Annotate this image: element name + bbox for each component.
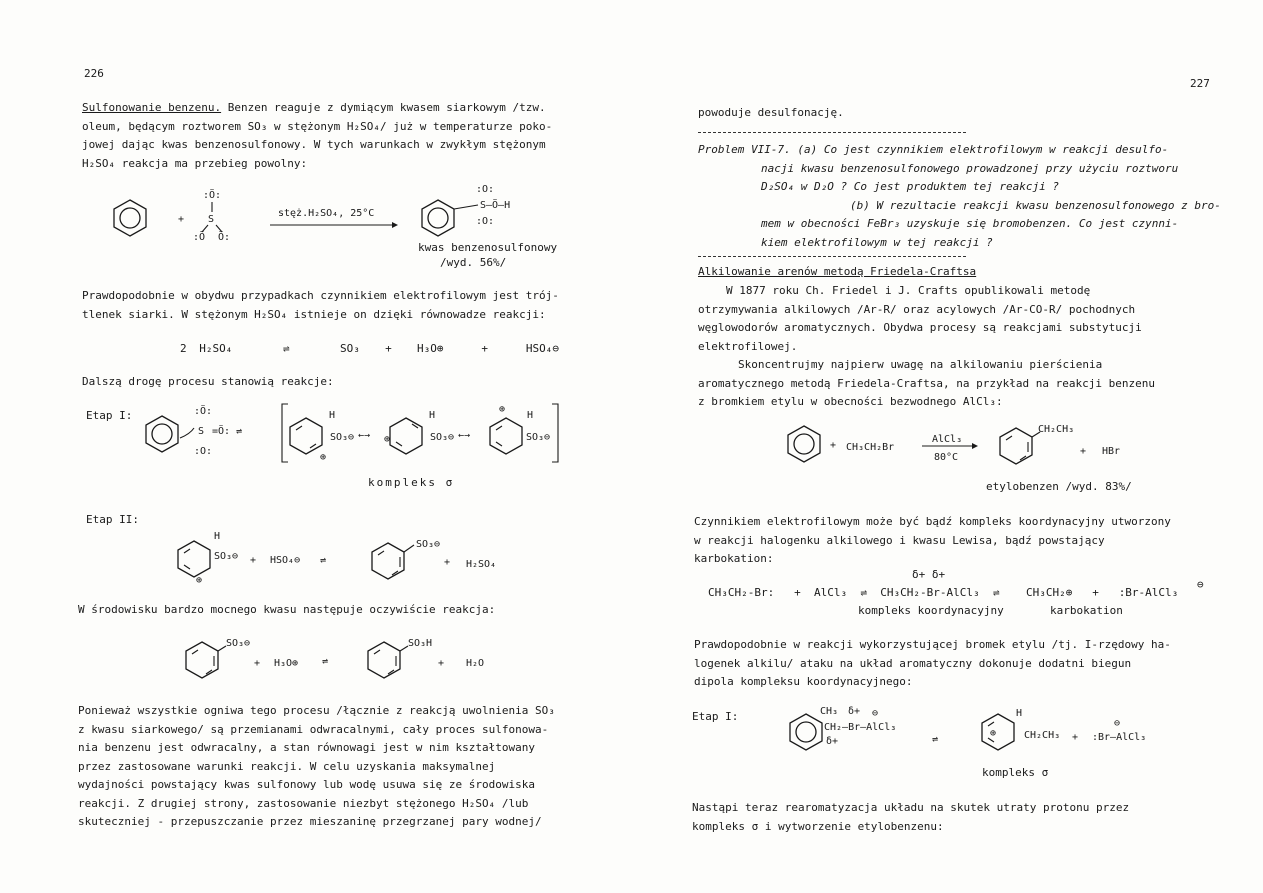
svg-text:+: + xyxy=(1080,446,1087,457)
product-ethylbenzene: etylobenzen /wyd. 83%/ xyxy=(986,480,1132,493)
sigma-complex-resonance-2 xyxy=(384,410,454,454)
svg-text:δ+: δ+ xyxy=(848,706,861,717)
svg-text:H: H xyxy=(527,410,534,421)
svg-text:SO₃H: SO₃H xyxy=(408,638,433,649)
page-number-right: 227 xyxy=(1190,77,1210,90)
paragraph-reversibility: Ponieważ wszystkie ogniwa tego procesu /łącznie z reakcją uwolnienia SO₃ z kwasu siarkowego/ są przemianami odwracalnymi, cały proces sulfonowa- nia benzenu jest odwracalny, a stan równowagi jest w nim kształtowany przez zastosowane warunki reakcji. W celu uzyskania maksymalnej wydajności powstający kwas sulfonowy lub wodę usuwa się ze środowiska reakcji. Z drugiej strony, zastosowanie niezbyt stężonego H₂SO₄ /lub skuteczniej - przepuszczanie przez mieszaninę przegrzanej pary wodnej/ xyxy=(78,704,555,828)
svg-text:=Ö:: =Ö: xyxy=(212,426,231,437)
sigma-complex xyxy=(178,531,238,586)
svg-text:⊕: ⊕ xyxy=(499,404,506,415)
right-page xyxy=(632,0,1263,893)
paragraph-electrophile: Prawdopodobnie w obydwu przypadkach czynnikiem elektrofilowym jest trój- tlenek siarki. W stężonym H₂SO₄ istnieje on dzięki równowadze reakcji: xyxy=(82,289,559,321)
svg-text:Ö:: Ö: xyxy=(218,232,231,243)
svg-text:H: H xyxy=(214,531,221,542)
svg-text:+: + xyxy=(1072,732,1079,743)
paragraph-rearomatization: Nastąpi teraz rearomatyzacja układu na skutek utraty protonu przez kompleks σ i wytworzenie etylobenzenu: xyxy=(692,801,1130,833)
step1-fc-label: Etap I: xyxy=(692,710,739,723)
product-yield: /wyd. 56%/ xyxy=(440,256,507,269)
svg-text::O:: :O: xyxy=(476,184,495,195)
svg-text:⊖: ⊖ xyxy=(872,708,879,719)
benzenesulfonate-ring xyxy=(186,638,250,678)
svg-text::O:: :O: xyxy=(476,216,495,227)
svg-text:SO₃⊖: SO₃⊖ xyxy=(526,432,551,443)
svg-text:SO₃⊖: SO₃⊖ xyxy=(214,551,239,562)
svg-text:S: S xyxy=(198,426,205,437)
dashed-rule-top xyxy=(698,132,966,133)
step1-label: Etap I: xyxy=(86,409,133,422)
water: H₂O xyxy=(466,658,485,669)
product-name: kwas benzenosulfonowy xyxy=(418,241,558,254)
carbocation-label: karbokation xyxy=(1050,604,1123,617)
benzene-ring xyxy=(146,416,178,452)
equation-complex-carbocation: CH₃CH₂-Br: + AlCl₃ ⇌ CH₃CH₂-Br-AlCl₃ ⇌ CH₃CH₂⊕ + :Br-AlCl₃ xyxy=(708,586,1179,599)
svg-text:δ+: δ+ xyxy=(826,736,839,747)
svg-text:S–Ö–H: S–Ö–H xyxy=(480,200,511,211)
temperature: 80°C xyxy=(934,452,959,463)
svg-text:+: + xyxy=(438,658,445,669)
svg-text:CH₂CH₃: CH₂CH₃ xyxy=(1024,730,1061,741)
step2-label: Etap II: xyxy=(86,513,139,526)
page-number-left: 226 xyxy=(84,67,104,80)
partial-charges: δ+ δ+ xyxy=(912,568,946,581)
svg-text:⊖: ⊖ xyxy=(1114,718,1121,729)
hydrogen-bromide: HBr xyxy=(1102,446,1121,457)
paragraph-strong-acid: W środowisku bardzo mocnego kwasu następuje oczywiście reakcja: xyxy=(78,603,496,616)
svg-text:SO₃⊖: SO₃⊖ xyxy=(430,432,455,443)
reaction-protonation-scheme xyxy=(0,632,632,682)
sigma-complex-label: kompleks σ xyxy=(368,476,455,489)
paragraph-electrophile-fc: Czynnikiem elektrofilowym może być bądź kompleks koordynacyjny utworzony w reakcji halogenku alkilowego i kwasu Lewisa, bądź powstający karbokation: xyxy=(694,515,1171,565)
hydronium: H₃O⊕ xyxy=(274,658,299,669)
svg-text:H: H xyxy=(1016,708,1023,719)
plus-sign: + xyxy=(178,214,185,225)
svg-text::Br–AlCl₃: :Br–AlCl₃ xyxy=(1092,732,1147,743)
svg-text:CH₂–Br–AlCl₃: CH₂–Br–AlCl₃ xyxy=(824,722,897,733)
svg-text:H: H xyxy=(329,410,336,421)
svg-text::Ö:: :Ö: xyxy=(194,406,213,417)
coordination-complex-label: kompleks koordynacyjny xyxy=(858,604,1004,617)
anion-charge: ⊖ xyxy=(1197,578,1204,591)
svg-text:⊕: ⊕ xyxy=(384,434,391,445)
sigma-complex-fc-label: kompleks σ xyxy=(982,766,1049,779)
svg-text:⊕: ⊕ xyxy=(196,575,203,586)
svg-text:⇌: ⇌ xyxy=(932,734,939,745)
benzene-ring-reactant xyxy=(114,200,146,236)
ethylbenzene-structure xyxy=(1000,424,1074,464)
equation-acid-equilibrium: 2 H₂SO₄ ⇌ SO₃ + H₃O⊕ + HSO₄⊖ xyxy=(180,342,559,355)
catalyst: AlCl₃ xyxy=(932,434,963,445)
svg-text:SO₃⊖: SO₃⊖ xyxy=(226,638,251,649)
sigma-complex-fc xyxy=(982,708,1060,750)
svg-text::Ö: :Ö xyxy=(193,232,206,243)
benzene-ring-complex xyxy=(790,714,822,750)
paragraph-sulfonation: Sulfonowanie benzenu. Benzen reaguje z dymiącym kwasem siarkowym /tzw. oleum, będącym roztworem SO₃ w stężonym H₂SO₄/ już w temperaturze poko- jowej dając kwas benzenosulfonowy. W tych warunkach w zwykłym stężonym H₂SO₄ reakcja ma przebieg powolny: xyxy=(82,101,553,170)
svg-text:←→: ←→ xyxy=(458,430,471,441)
svg-text:SO₃⊖: SO₃⊖ xyxy=(330,432,355,443)
benzenesulfonate xyxy=(372,539,440,579)
svg-text:+: + xyxy=(830,440,837,451)
sigma-complex-resonance-3 xyxy=(490,404,550,454)
continuation-line: powoduje desulfonację. xyxy=(698,106,844,119)
paragraph-dipole: Prawdopodobnie w reakcji wykorzystującej bromek etylu /tj. I-rzędowy ha- logenek alkilu/ ataku na układ aromatyczny dokonuje dodatni biegun dipola kompleksu koordynacyjnego: xyxy=(694,638,1171,688)
reaction-alkylation-scheme xyxy=(632,418,1263,478)
svg-text:⇌: ⇌ xyxy=(320,555,327,566)
svg-text:+: + xyxy=(444,557,451,568)
ethyl-bromide: CH₃CH₂Br xyxy=(846,442,895,453)
svg-text:+: + xyxy=(250,555,257,566)
step2-scheme xyxy=(0,525,632,585)
step1-fc-scheme xyxy=(632,702,1263,762)
paragraph-friedel-crafts: W 1877 roku Ch. Friedel i J. Crafts opublikowali metodę otrzymywania alkilowych /Ar-R/ oraz acylowych /Ar-CO-R/ pochodnych węglowodorów aromatycznych. Obydwa procesy są reakcjami substytucji elektrofilowej. Skoncentrujmy najpierw uwagę na alkilowaniu pierścienia aromatycznego metodą Friedela-Craftsa, na przykład na reakcji benzenu z bromkiem etylu w obecności bezwodnego AlCl₃: xyxy=(698,284,1155,408)
reaction-condition: stęż.H₂SO₄, 25°C xyxy=(278,208,375,219)
svg-text:⇌: ⇌ xyxy=(322,656,329,667)
svg-text::Ö:: :Ö: xyxy=(203,190,222,201)
svg-text:SO₃⊖: SO₃⊖ xyxy=(416,539,441,550)
hso4-anion: HSO₄⊖ xyxy=(270,555,301,566)
svg-text:+: + xyxy=(254,658,261,669)
reaction-sulfonation-scheme xyxy=(0,180,632,280)
step1-scheme xyxy=(0,398,632,468)
svg-text:CH₂CH₃: CH₂CH₃ xyxy=(1038,424,1075,435)
benzenesulfonic-acid-structure xyxy=(422,184,510,236)
svg-text:CH₃: CH₃ xyxy=(820,706,839,717)
svg-text:H: H xyxy=(429,410,436,421)
equilibrium-arrow: ⇌ xyxy=(236,426,243,437)
problem-vii-7: Problem VII-7. (a) Co jest czynnikiem elektrofilowym w reakcji desulfo- nacji kwasu benzenosulfonowego prowadzonej przy użyciu roztworu D₂SO₄ w D₂O ? Co jest produktem tej reakcji ? (b) W rezultacie reakcji kwasu benzenosulfonowego z bro- mem w obecności FeBr₃ uzyskuje się bromobenzen. Co jest czynni- kiem elektrofilowym w tej reakcji ? xyxy=(698,143,1221,249)
dashed-rule-bottom xyxy=(698,256,966,257)
svg-text:←→: ←→ xyxy=(358,430,371,441)
sulfuric-acid: H₂SO₄ xyxy=(466,559,497,570)
benzene-ring xyxy=(788,426,820,462)
benzenesulfonic-acid-ring xyxy=(368,638,432,678)
sigma-complex-resonance-1 xyxy=(290,410,354,463)
section-heading-sulfonation: Sulfonowanie benzenu. xyxy=(82,101,222,114)
svg-text::O:: :O: xyxy=(194,446,213,457)
paragraph-steps-intro: Dalszą drogę procesu stanowią reakcje: xyxy=(82,375,334,388)
svg-text:⊕: ⊕ xyxy=(320,452,327,463)
svg-text:S: S xyxy=(208,214,215,225)
so3-structure xyxy=(193,188,230,243)
svg-text:⊕: ⊕ xyxy=(990,728,997,739)
section-heading-friedel-crafts: Alkilowanie arenów metodą Friedela-Craftsa xyxy=(698,265,977,278)
